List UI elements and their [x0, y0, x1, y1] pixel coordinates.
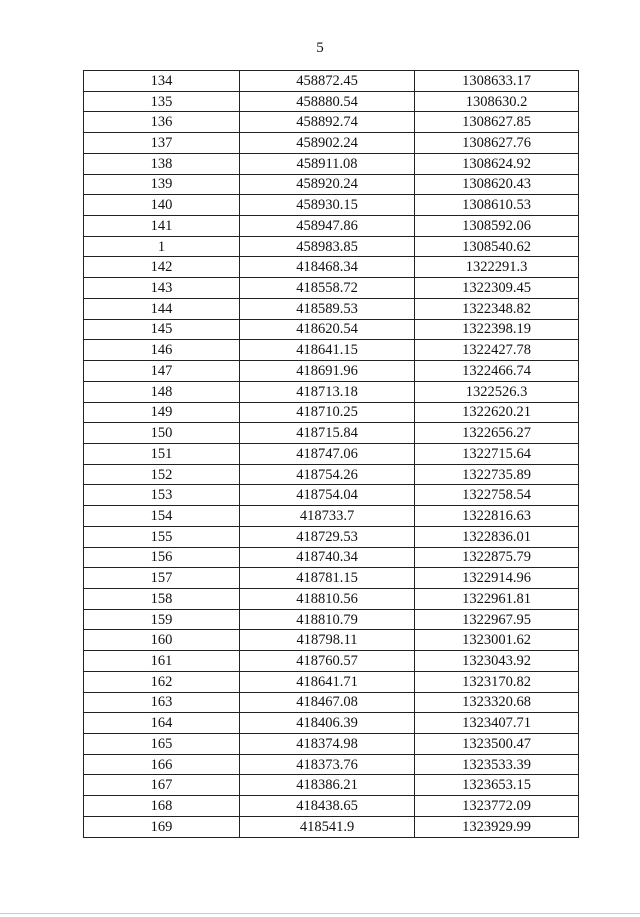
point-number-cell: 143 [84, 278, 240, 299]
table-row [84, 754, 579, 775]
y-coordinate-cell: 1308610.53 [415, 195, 579, 216]
point-number-cell: 141 [84, 216, 240, 237]
x-coordinate-cell: 458920.24 [240, 174, 415, 195]
y-coordinate-cell: 1322715.64 [415, 443, 579, 464]
point-number-cell: 136 [84, 112, 240, 133]
table-row [84, 340, 579, 361]
table-row [84, 547, 579, 568]
table-row [84, 423, 579, 444]
x-coordinate-cell: 418620.54 [240, 319, 415, 340]
y-coordinate-cell: 1323653.15 [415, 775, 579, 796]
y-coordinate-cell: 1322961.81 [415, 588, 579, 609]
table-row [84, 361, 579, 382]
point-number-cell: 165 [84, 734, 240, 755]
y-coordinate-cell: 1322875.79 [415, 547, 579, 568]
x-coordinate-cell: 418541.9 [240, 816, 415, 837]
point-number-cell: 163 [84, 692, 240, 713]
point-number-cell: 134 [84, 71, 240, 92]
y-coordinate-cell: 1323043.92 [415, 651, 579, 672]
table-row [84, 133, 579, 154]
table-row [84, 796, 579, 817]
point-number-cell: 164 [84, 713, 240, 734]
table-row [84, 71, 579, 92]
x-coordinate-cell: 458880.54 [240, 91, 415, 112]
point-number-cell: 156 [84, 547, 240, 568]
y-coordinate-cell: 1322735.89 [415, 464, 579, 485]
table-row [84, 319, 579, 340]
table-row [84, 816, 579, 837]
x-coordinate-cell: 458872.45 [240, 71, 415, 92]
table-row [84, 112, 579, 133]
y-coordinate-cell: 1322348.82 [415, 298, 579, 319]
y-coordinate-cell: 1308620.43 [415, 174, 579, 195]
point-number-cell: 149 [84, 402, 240, 423]
y-coordinate-cell: 1323407.71 [415, 713, 579, 734]
x-coordinate-cell: 418468.34 [240, 257, 415, 278]
table-row [84, 464, 579, 485]
y-coordinate-cell: 1323170.82 [415, 671, 579, 692]
table-row [84, 671, 579, 692]
x-coordinate-cell: 418710.25 [240, 402, 415, 423]
point-number-cell: 146 [84, 340, 240, 361]
y-coordinate-cell: 1322967.95 [415, 609, 579, 630]
point-number-cell: 139 [84, 174, 240, 195]
point-number-cell: 154 [84, 506, 240, 527]
y-coordinate-cell: 1322309.45 [415, 278, 579, 299]
table-row [84, 506, 579, 527]
point-number-cell: 167 [84, 775, 240, 796]
x-coordinate-cell: 418374.98 [240, 734, 415, 755]
y-coordinate-cell: 1308627.85 [415, 112, 579, 133]
x-coordinate-cell: 418386.21 [240, 775, 415, 796]
point-number-cell: 166 [84, 754, 240, 775]
table-row [84, 630, 579, 651]
x-coordinate-cell: 418810.56 [240, 588, 415, 609]
page-number: 5 [316, 40, 324, 56]
table-row [84, 91, 579, 112]
table-row [84, 775, 579, 796]
x-coordinate-cell: 458892.74 [240, 112, 415, 133]
y-coordinate-cell: 1308633.17 [415, 71, 579, 92]
x-coordinate-cell: 458983.85 [240, 236, 415, 257]
table-row [84, 588, 579, 609]
y-coordinate-cell: 1322466.74 [415, 361, 579, 382]
x-coordinate-cell: 418747.06 [240, 443, 415, 464]
point-number-cell: 153 [84, 485, 240, 506]
point-number-cell: 169 [84, 816, 240, 837]
y-coordinate-cell: 1322758.54 [415, 485, 579, 506]
table-row [84, 609, 579, 630]
y-coordinate-cell: 1308627.76 [415, 133, 579, 154]
x-coordinate-cell: 458911.08 [240, 153, 415, 174]
point-number-cell: 144 [84, 298, 240, 319]
x-coordinate-cell: 458947.86 [240, 216, 415, 237]
table-row [84, 485, 579, 506]
point-number-cell: 151 [84, 443, 240, 464]
x-coordinate-cell: 418729.53 [240, 526, 415, 547]
point-number-cell: 148 [84, 381, 240, 402]
x-coordinate-cell: 418713.18 [240, 381, 415, 402]
x-coordinate-cell: 418760.57 [240, 651, 415, 672]
y-coordinate-cell: 1322914.96 [415, 568, 579, 589]
table-row [84, 298, 579, 319]
x-coordinate-cell: 418754.04 [240, 485, 415, 506]
point-number-cell: 137 [84, 133, 240, 154]
table-row [84, 692, 579, 713]
point-number-cell: 138 [84, 153, 240, 174]
x-coordinate-cell: 418467.08 [240, 692, 415, 713]
y-coordinate-cell: 1322398.19 [415, 319, 579, 340]
x-coordinate-cell: 418641.71 [240, 671, 415, 692]
table-row [84, 651, 579, 672]
y-coordinate-cell: 1323320.68 [415, 692, 579, 713]
x-coordinate-cell: 418438.65 [240, 796, 415, 817]
coordinates-table-body [84, 71, 579, 838]
bottom-edge-line [0, 913, 640, 914]
point-number-cell: 147 [84, 361, 240, 382]
point-number-cell: 145 [84, 319, 240, 340]
table-row [84, 381, 579, 402]
point-number-cell: 155 [84, 526, 240, 547]
y-coordinate-cell: 1323929.99 [415, 816, 579, 837]
y-coordinate-cell: 1323533.39 [415, 754, 579, 775]
table-row [84, 402, 579, 423]
table-row [84, 236, 579, 257]
y-coordinate-cell: 1322427.78 [415, 340, 579, 361]
point-number-cell: 1 [84, 236, 240, 257]
x-coordinate-cell: 418810.79 [240, 609, 415, 630]
point-number-cell: 157 [84, 568, 240, 589]
point-number-cell: 159 [84, 609, 240, 630]
y-coordinate-cell: 1323001.62 [415, 630, 579, 651]
y-coordinate-cell: 1322816.63 [415, 506, 579, 527]
point-number-cell: 140 [84, 195, 240, 216]
point-number-cell: 150 [84, 423, 240, 444]
table-row [84, 443, 579, 464]
table-row [84, 526, 579, 547]
x-coordinate-cell: 418589.53 [240, 298, 415, 319]
point-number-cell: 142 [84, 257, 240, 278]
y-coordinate-cell: 1322620.21 [415, 402, 579, 423]
x-coordinate-cell: 418740.34 [240, 547, 415, 568]
x-coordinate-cell: 418373.76 [240, 754, 415, 775]
table-row [84, 195, 579, 216]
y-coordinate-cell: 1308592.06 [415, 216, 579, 237]
point-number-cell: 152 [84, 464, 240, 485]
x-coordinate-cell: 458930.15 [240, 195, 415, 216]
x-coordinate-cell: 418558.72 [240, 278, 415, 299]
point-number-cell: 160 [84, 630, 240, 651]
table-row [84, 734, 579, 755]
x-coordinate-cell: 418691.96 [240, 361, 415, 382]
y-coordinate-cell: 1323500.47 [415, 734, 579, 755]
x-coordinate-cell: 418798.11 [240, 630, 415, 651]
point-number-cell: 135 [84, 91, 240, 112]
y-coordinate-cell: 1322526.3 [415, 381, 579, 402]
x-coordinate-cell: 458902.24 [240, 133, 415, 154]
point-number-cell: 161 [84, 651, 240, 672]
y-coordinate-cell: 1308624.92 [415, 153, 579, 174]
x-coordinate-cell: 418641.15 [240, 340, 415, 361]
x-coordinate-cell: 418781.15 [240, 568, 415, 589]
y-coordinate-cell: 1322291.3 [415, 257, 579, 278]
table-row [84, 216, 579, 237]
y-coordinate-cell: 1323772.09 [415, 796, 579, 817]
point-number-cell: 168 [84, 796, 240, 817]
coordinates-table [83, 70, 579, 838]
table-row [84, 713, 579, 734]
table-row [84, 257, 579, 278]
y-coordinate-cell: 1308630.2 [415, 91, 579, 112]
point-number-cell: 162 [84, 671, 240, 692]
table-row [84, 153, 579, 174]
x-coordinate-cell: 418754.26 [240, 464, 415, 485]
table-row [84, 278, 579, 299]
table-row [84, 174, 579, 195]
point-number-cell: 158 [84, 588, 240, 609]
x-coordinate-cell: 418406.39 [240, 713, 415, 734]
table-row [84, 568, 579, 589]
y-coordinate-cell: 1308540.62 [415, 236, 579, 257]
x-coordinate-cell: 418715.84 [240, 423, 415, 444]
y-coordinate-cell: 1322836.01 [415, 526, 579, 547]
y-coordinate-cell: 1322656.27 [415, 423, 579, 444]
x-coordinate-cell: 418733.7 [240, 506, 415, 527]
